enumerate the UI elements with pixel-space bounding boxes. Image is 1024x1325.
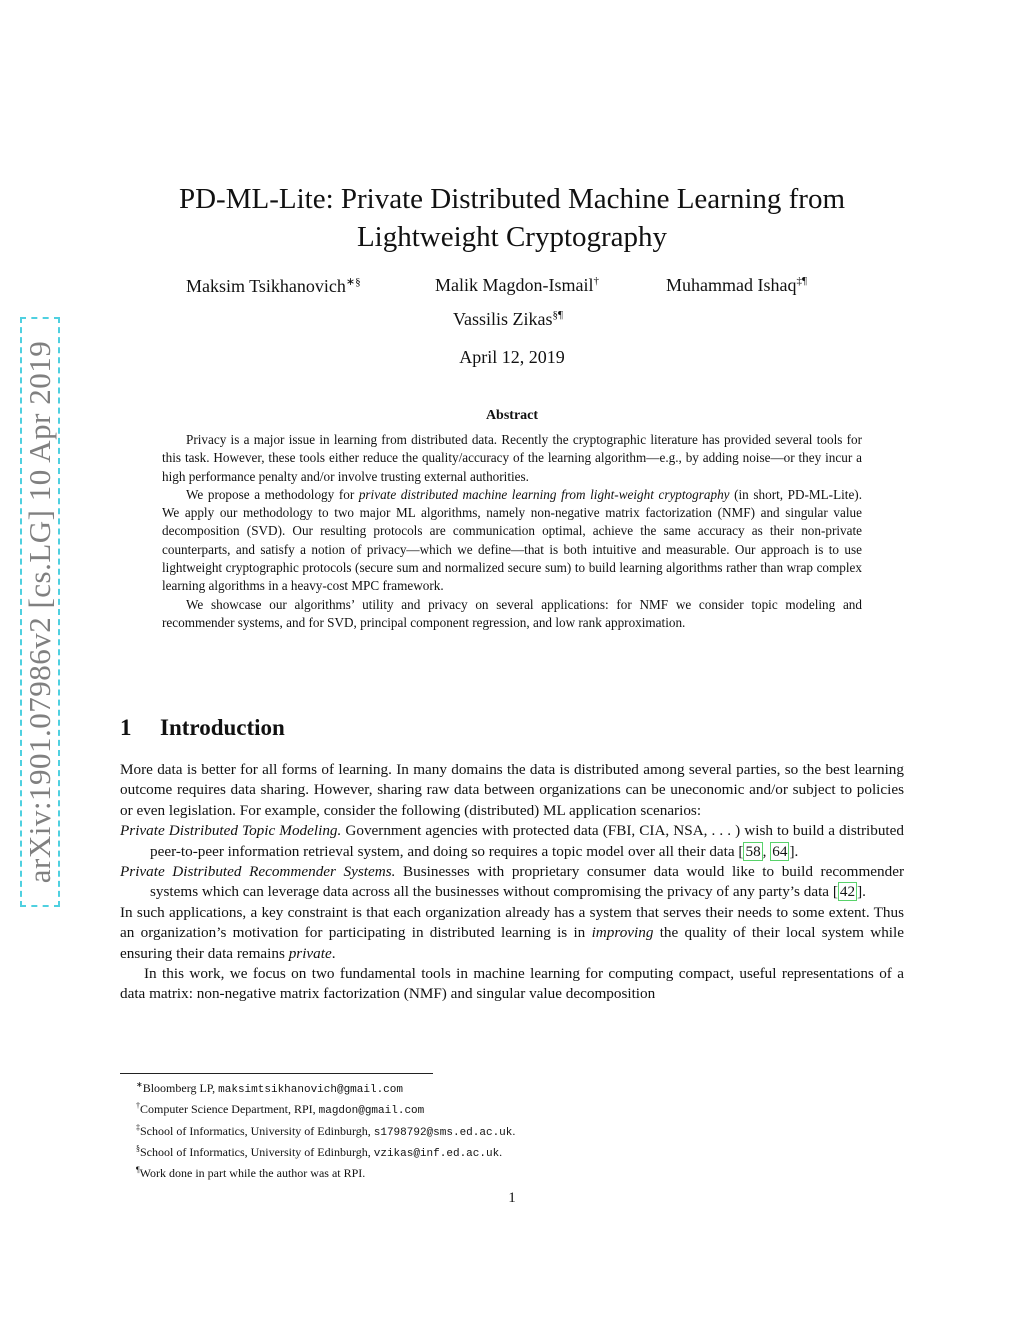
author-4 — [453, 309, 563, 330]
author-1 — [186, 275, 361, 297]
paper-title: PD-ML-Lite: Private Distributed Machine Learning from Lightweight Cryptography — [178, 183, 846, 253]
body-paragraph-1: More data is better for all forms of learning. In many domains the data is distributed among several parties, so the best learning outcome requires data sharing. However, sharing raw data between organizations can be uneconomic and/or subject to policies or even legislation. For example, consider the following (distributed) ML application scenarios: — [120, 761, 904, 819]
footnotes — [136, 1077, 904, 1181]
abstract-heading: Abstract — [485, 408, 539, 423]
emphasis: improving — [591, 924, 654, 942]
footnote-mark: ∗ — [136, 1080, 143, 1089]
scenario-item-2 — [120, 862, 904, 903]
abstract-body — [162, 431, 862, 632]
citation-link[interactable]: 58 — [745, 842, 761, 860]
author-name: Vassilis Zikas — [453, 309, 553, 329]
footnote-rule — [120, 1073, 433, 1074]
section-title: Introduction — [160, 715, 285, 740]
footnote-text: Computer Science Department, RPI, — [140, 1102, 319, 1117]
footnote — [136, 1077, 904, 1098]
footnote-end: . — [512, 1123, 516, 1138]
text-run: , — [762, 842, 771, 860]
author-marks: † — [593, 275, 599, 287]
author-2 — [435, 275, 599, 296]
author-marks: ∗§ — [345, 276, 361, 288]
text-run: We propose a methodology for — [186, 486, 359, 502]
text-run: (in short, PD-ML-Lite). We apply our methodology to two major ML algorithms, namely non-negative matrix factorization (NMF) and singular value decomposition (SVD). Our resulting protocols are communication optimal, achieve the same accuracy as their non-private counterparts, and satisfy a notion of privacy—which we define—that is both intuitive and measurable. Our approach is to use lightweight cryptographic protocols (secure sum and normalized secure sum) to build learning algorithms rather than wrap complex learning algorithms in a heavy-cost MPC framework. — [162, 486, 862, 594]
email-link[interactable]: s1798792@sms.ed.ac.uk — [373, 1126, 513, 1139]
section-heading — [120, 715, 285, 741]
author-name: Maksim Tsikhanovich — [186, 276, 346, 296]
emphasis: private — [288, 944, 332, 962]
footnote-text: School of Informatics, University of Edinburgh, — [140, 1144, 374, 1159]
page-number: 1 — [508, 1190, 516, 1206]
email-link[interactable]: magdon@gmail.com — [318, 1105, 425, 1118]
email-link[interactable]: maksimtsikhanovich@gmail.com — [218, 1084, 403, 1096]
body-text — [120, 760, 904, 1005]
citation-link[interactable]: 42 — [839, 883, 856, 901]
scenario-label: Private Distributed Recommender Systems. — [120, 863, 396, 881]
scenario-item-1 — [120, 821, 904, 862]
author-marks: ‡¶ — [796, 275, 807, 287]
footnote-text: Bloomberg LP, — [142, 1081, 219, 1095]
text-run: ]. — [857, 883, 866, 901]
abstract-paragraph-2 — [162, 486, 862, 596]
footnote — [136, 1120, 904, 1141]
text-run: ]. — [789, 842, 799, 860]
author-marks: §¶ — [552, 309, 563, 321]
body-paragraph-3: In this work, we focus on two fundamental tools in machine learning for computing compact, useful representations of a data matrix: non-negative matrix factorization (NMF) and singular value decomposition — [120, 965, 904, 1003]
footnote-mark: ¶ — [136, 1165, 140, 1175]
text-run: . — [331, 944, 336, 962]
text-run: the quality of their local system while ensuring their data remains — [120, 924, 904, 962]
author-name: Malik Magdon-Ismail — [435, 275, 594, 295]
footnote-mark: § — [136, 1143, 140, 1153]
text-run: Government agencies with protected data (FBI, CIA, NSA, . . . ) wish to build a distributed peer-to-peer information retrieval system, and doing so requires a topic model over all their data [ — [150, 822, 904, 860]
footnote-text: School of Informatics, University of Edinburgh, — [140, 1123, 374, 1138]
arxiv-identifier: arXiv:1901.07986v2 [cs.LG] 10 Apr 2019 — [22, 340, 57, 884]
footnote — [136, 1141, 904, 1162]
text-run: Businesses with proprietary consumer data would like to build recommender systems which can leverage data across all the businesses without compromising the privacy of any party’s data [ — [150, 863, 905, 901]
text-run: In such applications, a key constraint is that each organization already has a system that serves their needs to some extent. Thus an organization’s motivation for participating in distributed learning is in — [120, 903, 904, 942]
footnote-end: . — [499, 1144, 503, 1159]
author-3 — [666, 275, 807, 296]
footnote-text: Work done in part while the author was at RPI. — [139, 1166, 366, 1181]
body-paragraph-2 — [120, 903, 904, 964]
footnote-mark: ‡ — [136, 1122, 140, 1132]
paper-date: April 12, 2019 — [459, 347, 565, 367]
arxiv-stamp — [20, 317, 60, 907]
footnote — [136, 1098, 904, 1119]
citation-link[interactable]: 64 — [772, 842, 788, 860]
section-number: 1 — [120, 715, 132, 740]
footnote — [136, 1162, 904, 1181]
email-link[interactable]: vzikas@inf.ed.ac.uk — [373, 1147, 500, 1160]
abstract-paragraph-3: We showcase our algorithms’ utility and privacy on several applications: for NMF we consider topic modeling and recommender systems, and for SVD, principal component regression, and low rank approximation. — [162, 596, 862, 630]
author-name: Muhammad Ishaq — [666, 275, 797, 295]
emphasis: private distributed machine learning from light-weight cryptography — [358, 486, 730, 502]
footnote-mark: † — [136, 1101, 140, 1111]
scenario-label: Private Distributed Topic Modeling. — [120, 822, 342, 840]
abstract-paragraph-1: Privacy is a major issue in learning from distributed data. Recently the cryptographic literature has provided several tools for this task. However, these tools either reduce the quality/accuracy of the learning algorithm—e.g., by adding noise—or they incur a high performance penalty and/or involve trusting external authorities. — [162, 432, 862, 484]
